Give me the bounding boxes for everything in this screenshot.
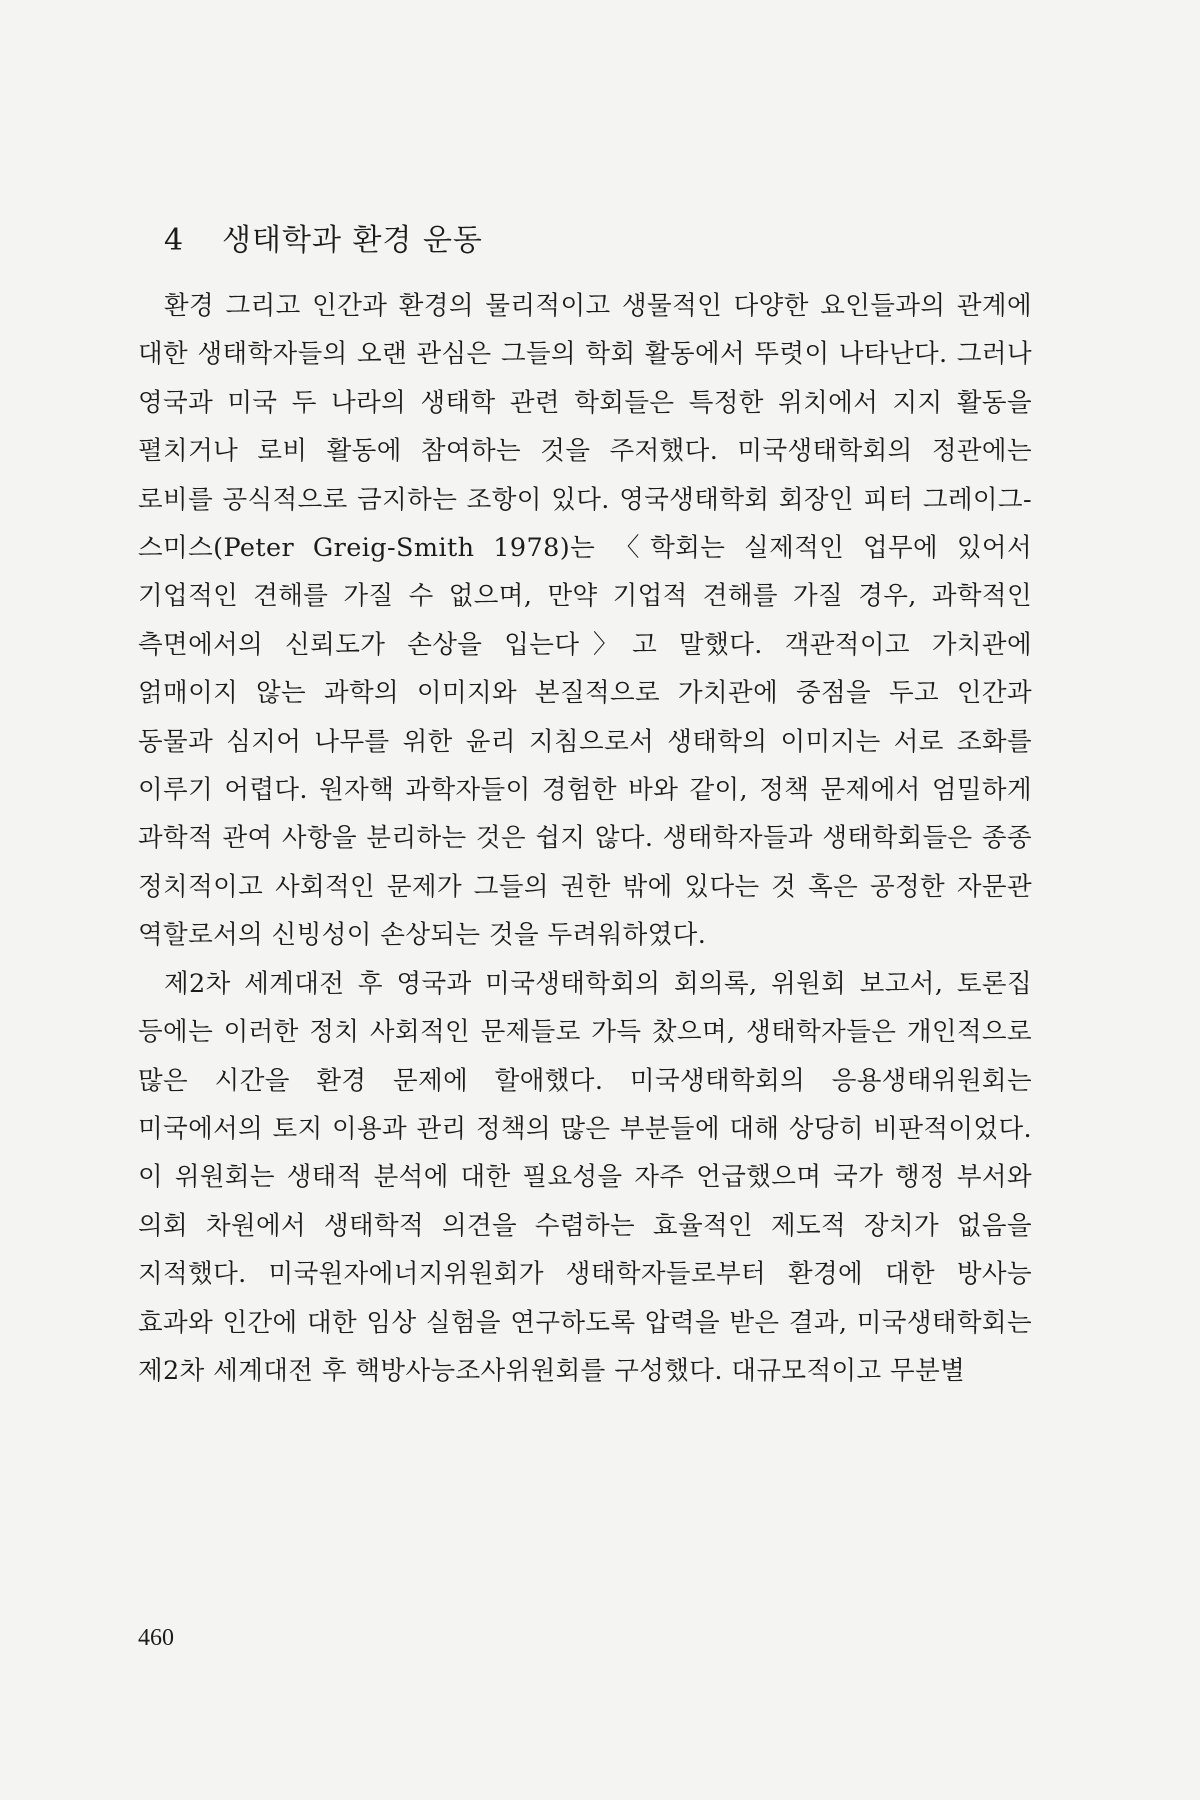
body-text — [138, 282, 1032, 1395]
paragraph: 제2차 세계대전 후 영국과 미국생태학회의 회의록, 위원회 보고서, 토론집 등에는 이러한 정치 사회적인 문제들로 가득 찼으며, 생태학자들은 개인적으로 많은 시간을 환경 문제에 할애했다. 미국생태학회의 응용생태위원회는 미국에서의 토지 이용과 관리 정책의 많은 부분들에 대해 상당히 비판적이었다. 이 위원회는 생태적 분석에 대한 필요성을 자주 언급했으며 국가 행정 부서와 의회 차원에서 생태학적 의견을 수렴하는 효율적인 제도적 장치가 없음을 지적했다. 미국원자에너지위원회가 생태학자들로부터 환경에 대한 방사능 효과와 인간에 대한 임상 실험을 연구하도록 압력을 받은 결과, 미국생태학회는 제2차 세계대전 후 핵방사능조사위원회를 구성했다. 대규모적이고 무분별 — [138, 968, 1032, 1386]
section-number: 4 — [164, 222, 185, 258]
page-number: 460 — [138, 1625, 174, 1651]
section-heading — [164, 221, 483, 261]
section-title: 생태학과 환경 운동 — [222, 222, 483, 258]
paragraph: 환경 그리고 인간과 환경의 물리적이고 생물적인 다양한 요인들과의 관계에 대한 생태학자들의 오랜 관심은 그들의 학회 활동에서 뚜렷이 나타난다. 그러나 영국과 미국 두 나라의 생태학 관련 학회들은 특정한 위치에서 지지 활동을 펼치거나 로비 활동에 참여하는 것을 주저했다. 미국생태학회의 정관에는 로비를 공식적으로 금지하는 조항이 있다. 영국생태학회 회장인 피터 그레이그-스미스(Peter Greig-Smith 1978)는 〈학회는 실제적인 업무에 있어서 기업적인 견해를 가질 수 없으며, 만약 기업적 견해를 가질 경우, 과학적인 측면에서의 신뢰도가 손상을 입는다〉고 말했다. 객관적이고 가치관에 얽매이지 않는 과학의 이미지와 본질적으로 가치관에 중점을 두고 인간과 동물과 심지어 나무를 위한 윤리 지침으로서 생태학의 이미지는 서로 조화를 이루기 어렵다. 원자핵 과학자들이 경험한 바와 같이, 정책 문제에서 엄밀하게 과학적 관여 사항을 분리하는 것은 쉽지 않다. 생태학자들과 생태학회들은 종종 정치적이고 사회적인 문제가 그들의 권한 밖에 있다는 것 혹은 공정한 자문관 역할로서의 신빙성이 손상되는 것을 두려워하였다. — [138, 291, 1032, 951]
